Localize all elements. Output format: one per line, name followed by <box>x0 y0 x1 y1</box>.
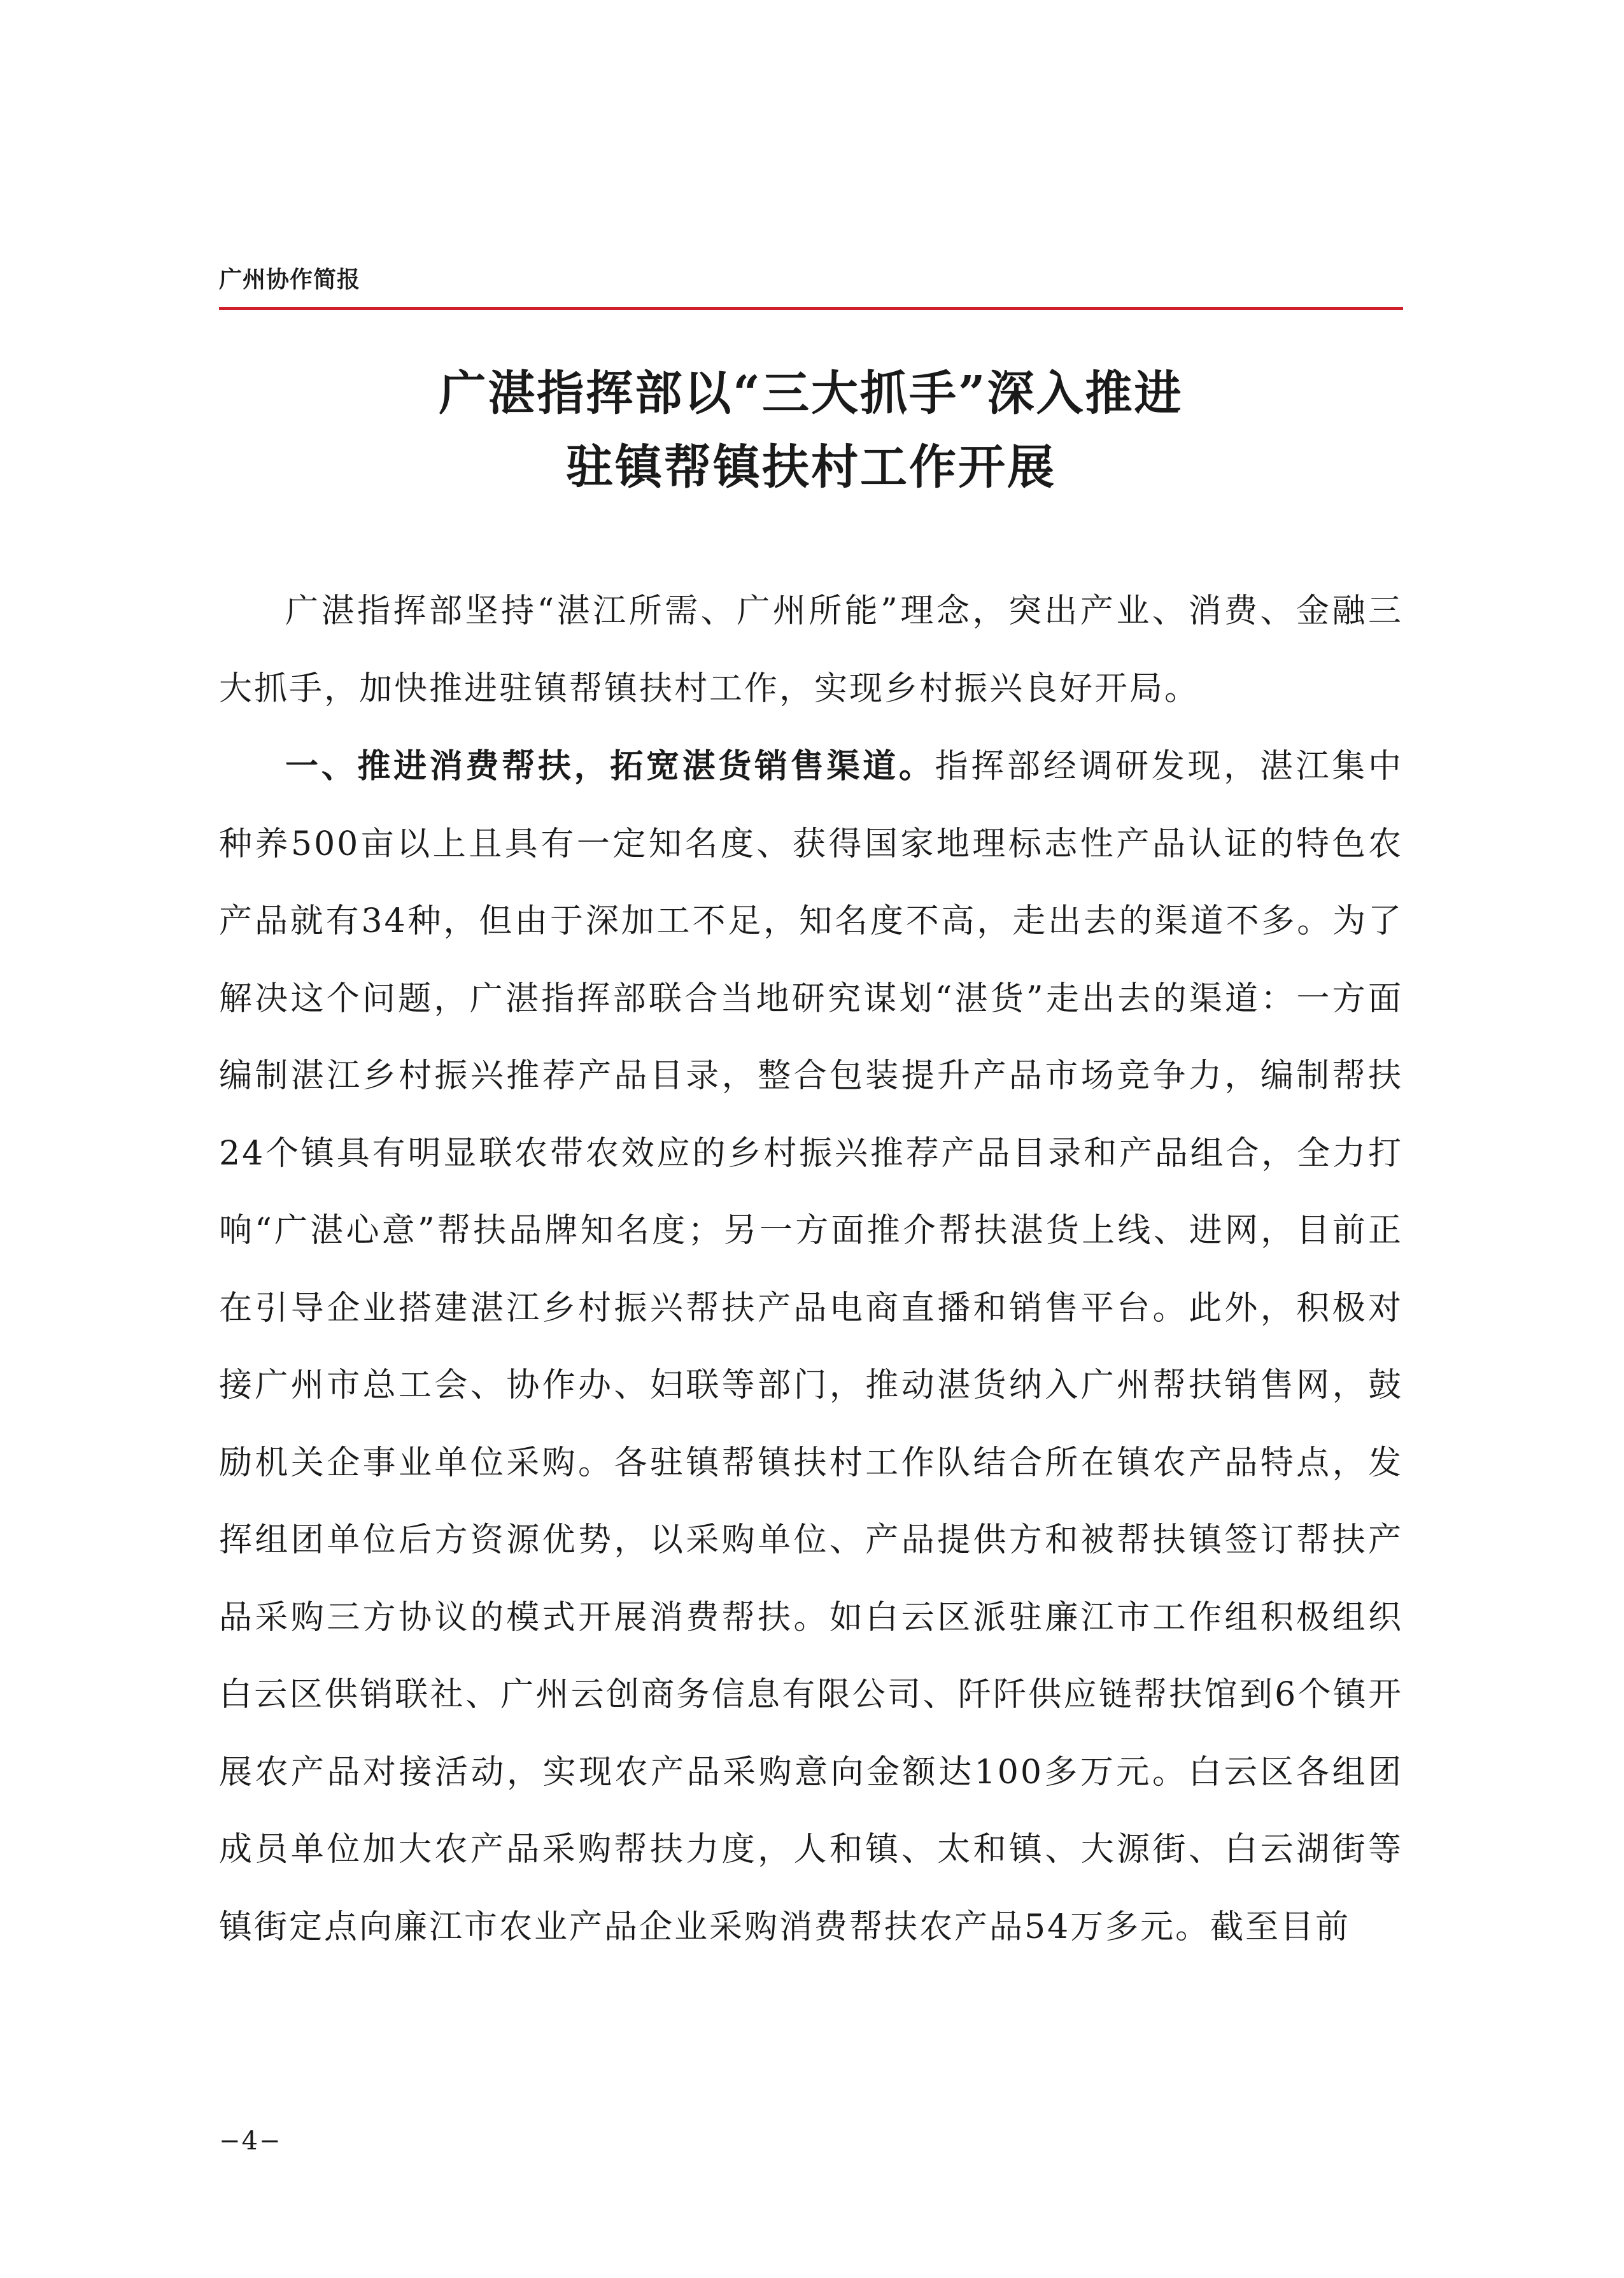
section-1-body: 指挥部经调研发现，湛江集中种养500亩以上且具有一定知名度、获得国家地理标志性产品认证的特色农产品就有34种，但由于深加工不足，知名度不高，走出去的渠道不多。为了解决这个问题，广湛指挥部联合当地研究谋划“湛货”走出去的渠道：一方面编制湛江乡村振兴推荐产品目录，整合包装提升产品市场竞争力，编制帮扶24个镇具有明显联农带农效应的乡村振兴推荐产品目录和产品组合，全力打响“广湛心意”帮扶品牌知名度；另一方面推介帮扶湛货上线、进网，目前正在引导企业搭建湛江乡村振兴帮扶产品电商直播和销售平台。此外，积极对接广州市总工会、协作办、妇联等部门，推动湛货纳入广州帮扶销售网，鼓励机关企事业单位采购。各驻镇帮镇扶村工作队结合所在镇农产品特点，发挥组团单位后方资源优势，以采购单位、产品提供方和被帮扶镇签订帮扶产品采购三方协议的模式开展消费帮扶。如白云区派驻廉江市工作组积极组织白云区供销联社、广州云创商务信息有限公司、阡阡供应链帮扶馆到6个镇开展农产品对接活动，实现农产品采购意向金额达100多万元。白云区各组团成员单位加大农产品采购帮扶力度，人和镇、太和镇、大源街、白云湖街等镇街定点向廉江市农业产品企业采购消费帮扶农产品54万多元。截至目前 <box>219 747 1403 1946</box>
title-line-2: 驻镇帮镇扶村工作开展 <box>566 440 1056 495</box>
article-body <box>219 573 1403 1966</box>
publication-name: 广州协作简报 <box>219 266 361 293</box>
section-1-heading: 一、推进消费帮扶，拓宽湛货销售渠道。 <box>285 747 935 786</box>
section-1-paragraph <box>219 728 1403 1966</box>
intro-paragraph: 广湛指挥部坚持“湛江所需、广州所能”理念，突出产业、消费、金融三大抓手，加快推进驻镇帮镇扶村工作，实现乡村振兴良好开局。 <box>219 592 1403 708</box>
title-line-1: 广湛指挥部以“三大抓手”深入推进 <box>439 366 1183 421</box>
article-title <box>219 357 1403 504</box>
header-divider <box>219 307 1403 310</box>
page-number: −4− <box>219 2126 282 2156</box>
